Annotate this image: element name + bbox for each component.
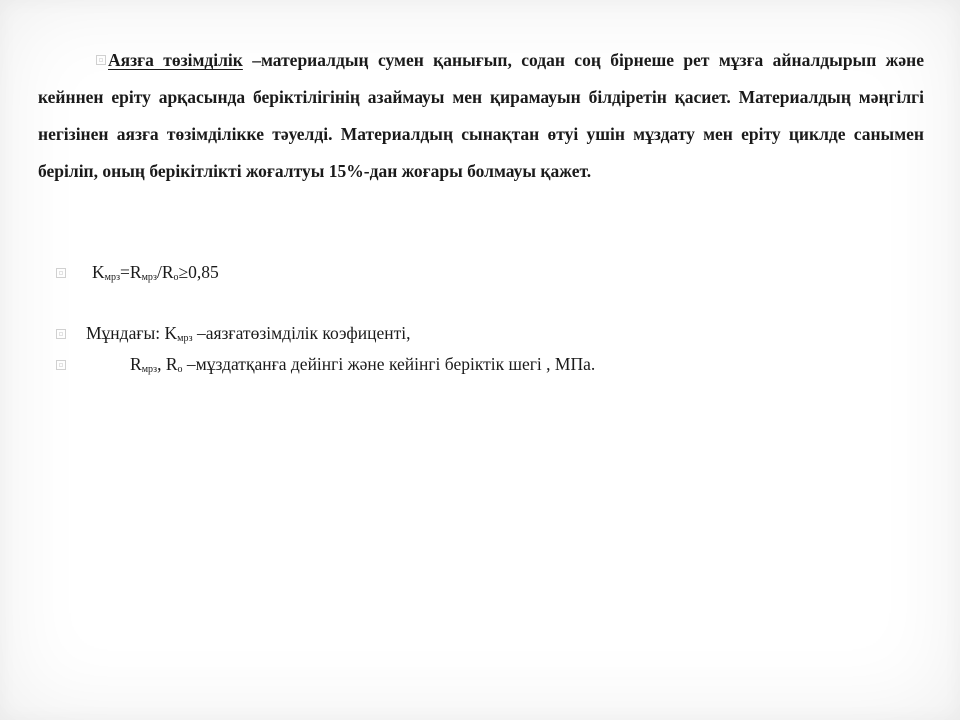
coefficient-definition: Мұндағы: $K_{мрз}$ –аязғатөзімділік коэфиценті,: [86, 323, 411, 344]
bullet-icon: [56, 268, 66, 278]
bullet-icon: [96, 55, 106, 65]
definition-text: –материалдың сумен қанығып, содан соң бірнеше рет мұзға айналдырып және кейннен еріту арқасында беріктілігінің азаймауы мен қирамауын білдіретін қасиет. Материалдың мәңгілгі негізінен аязға төзімділікке тәуелді. Материалдың сынақтан өтуі ушін мұздату мен еріту циклде санымен беріліп, оның берікітлікті жоғалтуы 15%-дан жоғары болмауы қажет.: [38, 50, 924, 181]
definition-paragraph: [38, 42, 924, 190]
term-frost-resistance: Аязға төзімділік: [108, 50, 243, 70]
formula: $K_{мрз}=R_{мрз}/R_o\ge 0,85$: [92, 262, 219, 283]
bullet-icon: [56, 360, 66, 370]
strength-definition: $R_{мрз}$, $R_o$ –мұздатқанға дейінгі және кейінгі беріктік шегі , МПа.: [130, 354, 596, 375]
bullet-icon: [56, 329, 66, 339]
